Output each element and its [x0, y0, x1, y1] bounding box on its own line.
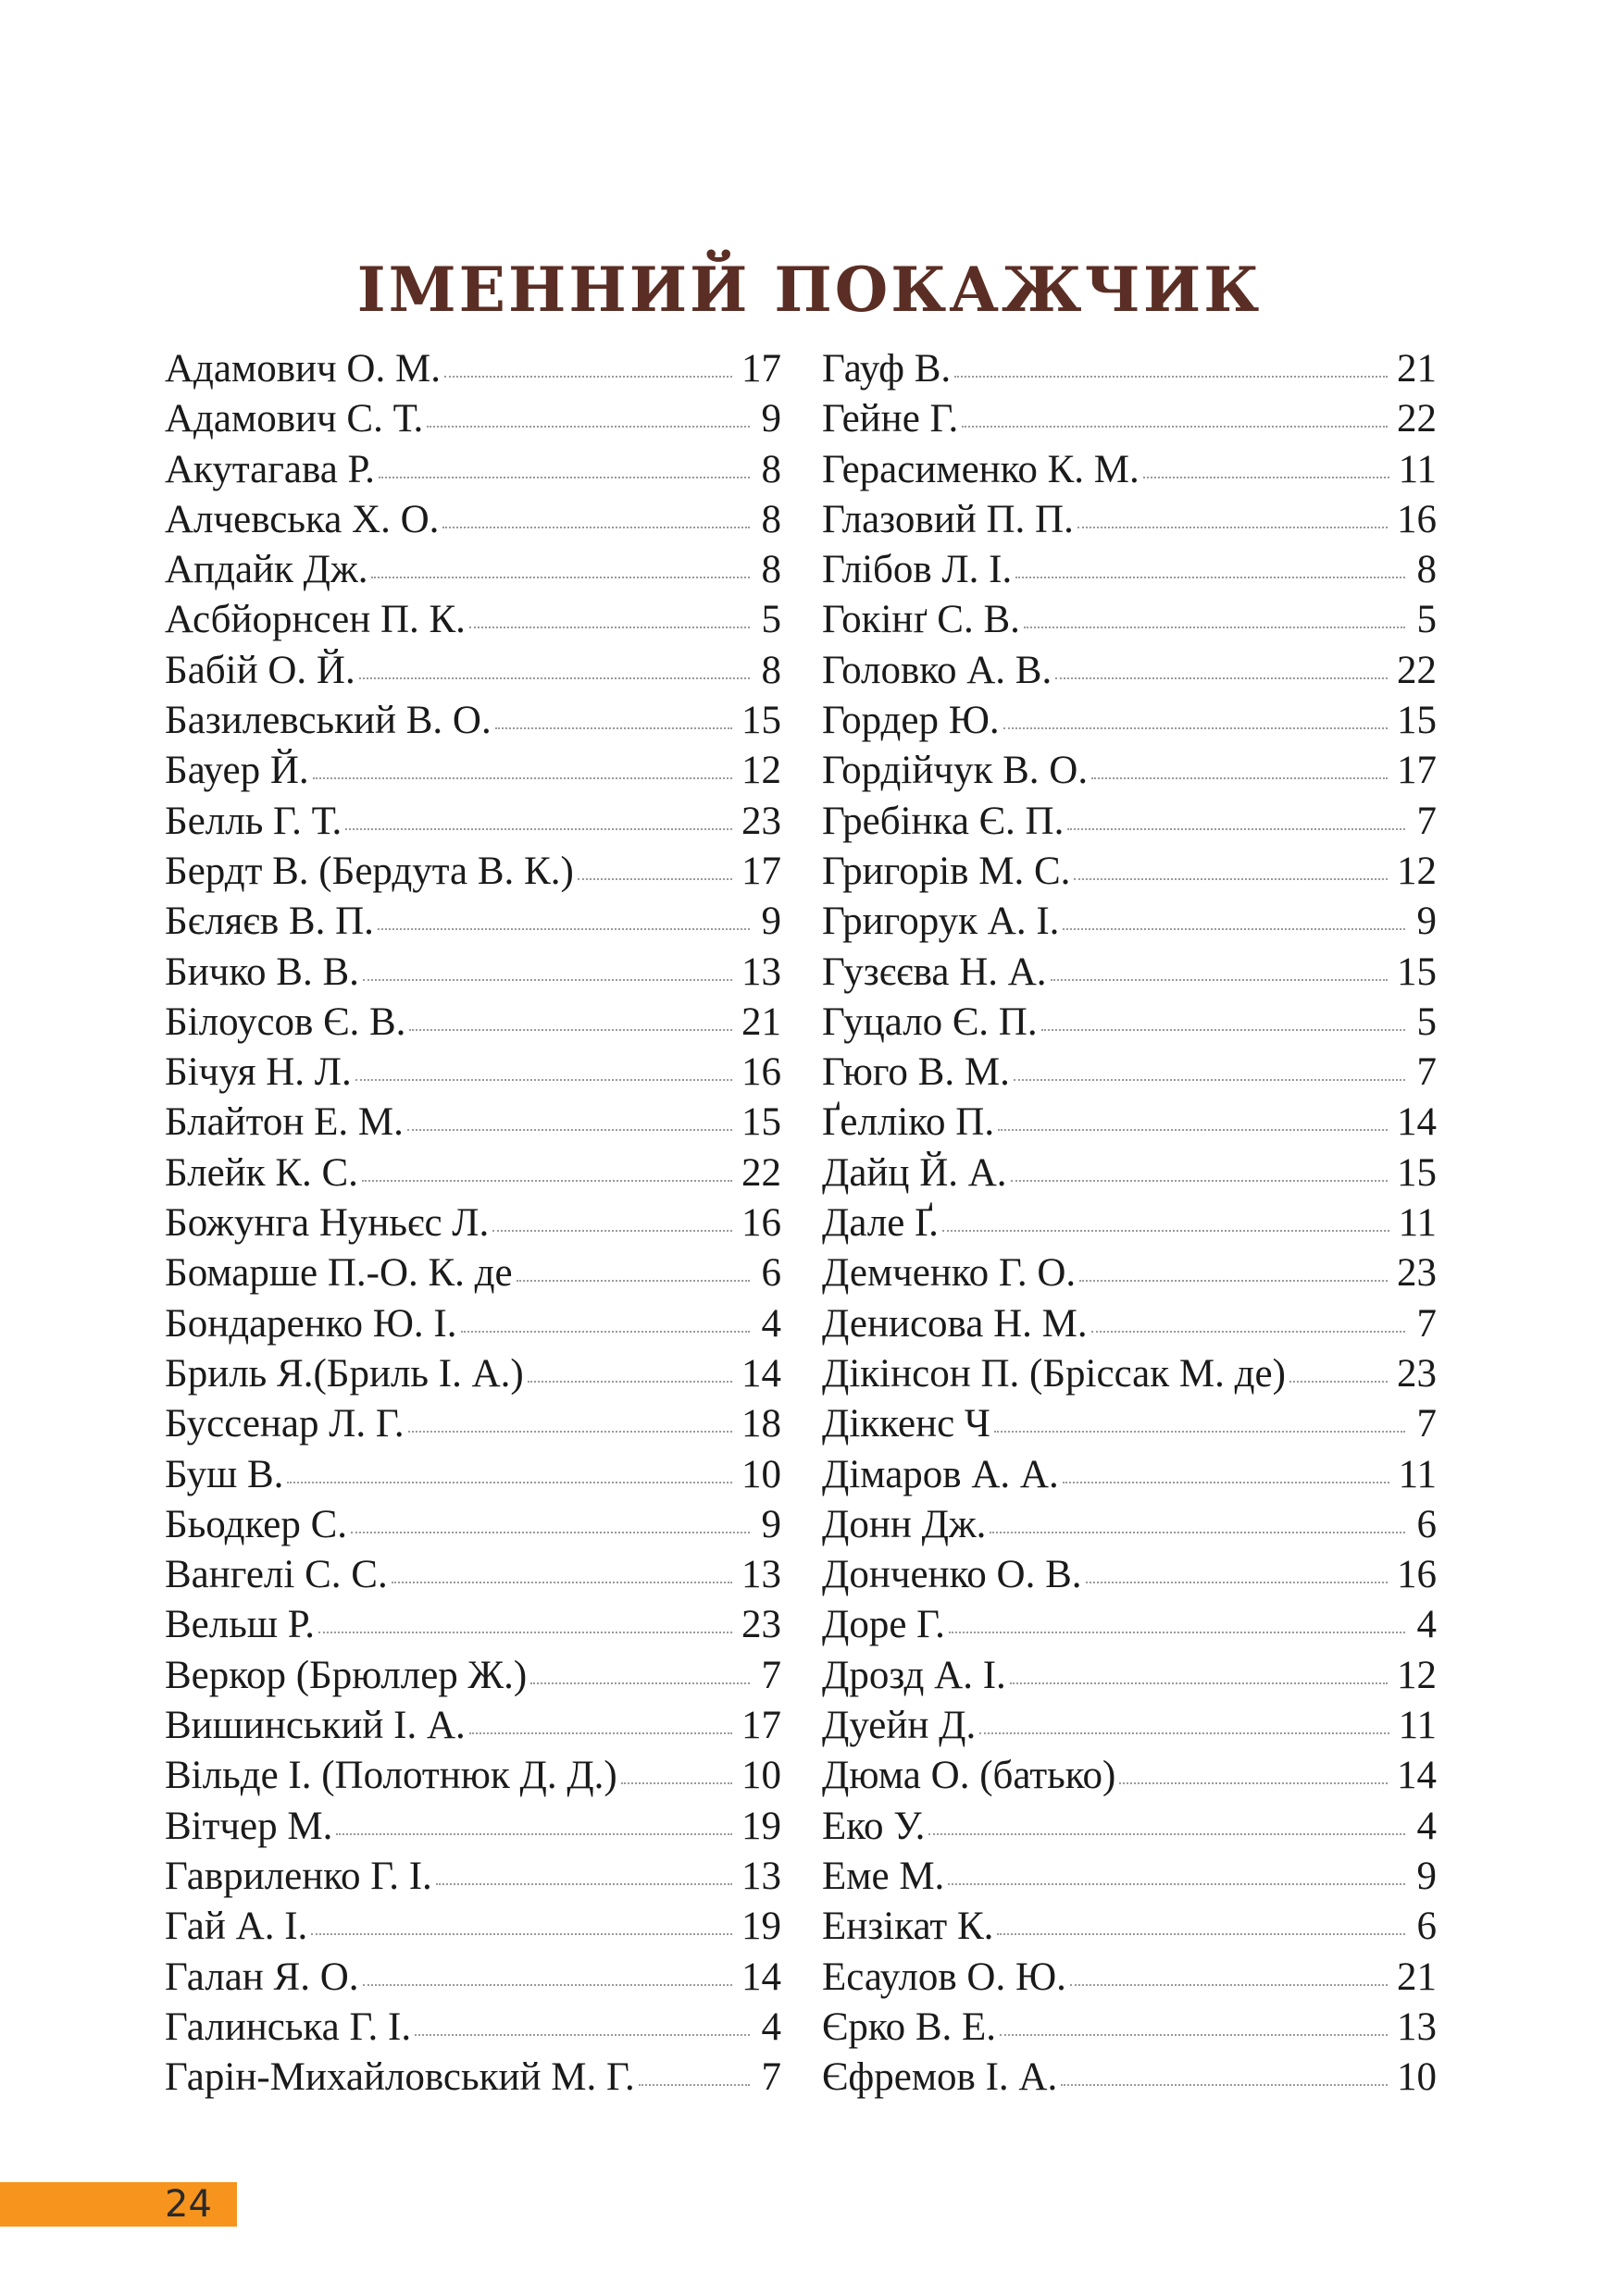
- entry-name: Вітчер М.: [165, 1804, 333, 1848]
- dot-leader: [1091, 1331, 1405, 1333]
- dot-leader: [949, 1632, 1405, 1633]
- entry-name: Глазовий П. П.: [822, 497, 1074, 541]
- entry-page-number: 9: [761, 1502, 781, 1546]
- entry-page-number: 5: [1416, 999, 1437, 1044]
- dot-leader: [639, 2084, 750, 2086]
- dot-leader: [415, 2034, 750, 2036]
- index-entry: [822, 1701, 1437, 1751]
- index-entry: [165, 2003, 781, 2053]
- index-entry: [822, 1953, 1437, 2003]
- entry-name: Григорів М. С.: [822, 849, 1071, 893]
- index-entry: [165, 1802, 781, 1852]
- entry-page-number: 15: [1397, 949, 1437, 994]
- index-entry: [822, 1902, 1437, 1952]
- index-entry: [822, 1198, 1437, 1248]
- entry-page-number: 16: [741, 1050, 781, 1095]
- page-number: 24: [165, 2183, 212, 2226]
- entry-name: Веркор (Брюллер Ж.): [165, 1653, 528, 1697]
- index-entry: [822, 1299, 1437, 1349]
- dot-leader: [444, 376, 732, 378]
- entry-page-number: 14: [1397, 1754, 1437, 1798]
- entry-page-number: 6: [761, 1251, 781, 1296]
- entry-name: Гай А. І.: [165, 1905, 308, 1949]
- index-entry: [822, 1148, 1437, 1198]
- entry-name: Еме М.: [822, 1854, 945, 1898]
- entry-name: Апдайк Дж.: [165, 548, 368, 592]
- dot-leader: [495, 727, 732, 729]
- index-entry: [165, 1098, 781, 1148]
- entry-page-number: 10: [1397, 2055, 1437, 2100]
- dot-leader: [1000, 2034, 1388, 2036]
- entry-name: Дікінсон П. (Бріссак М. де): [822, 1351, 1286, 1396]
- entry-page-number: 5: [761, 598, 781, 642]
- entry-page-number: 22: [1397, 397, 1437, 441]
- index-entry: [165, 1349, 781, 1399]
- dot-leader: [378, 928, 750, 930]
- entry-name: Глібов Л. І.: [822, 548, 1013, 592]
- entry-page-number: 19: [741, 1905, 781, 1949]
- index-entry: [165, 445, 781, 495]
- dot-leader: [1014, 1079, 1405, 1081]
- index-entry: [165, 1500, 781, 1550]
- index-entry: [165, 746, 781, 796]
- dot-leader: [363, 1984, 732, 1986]
- index-entry: [822, 394, 1437, 444]
- entry-name: Асбйорнсен П. К.: [165, 598, 466, 642]
- dot-leader: [517, 1280, 750, 1282]
- entry-name: Денисова Н. М.: [822, 1301, 1088, 1346]
- index-entry: [822, 696, 1437, 746]
- dot-leader: [962, 426, 1388, 428]
- entry-page-number: 13: [741, 1854, 781, 1898]
- entry-name: Божунга Нуньєс Л.: [165, 1201, 490, 1246]
- dot-leader: [942, 1230, 1389, 1232]
- entry-name: Адамович С. Т.: [165, 397, 424, 441]
- dot-leader: [436, 1883, 732, 1885]
- dot-leader: [469, 627, 750, 628]
- dot-leader: [287, 1482, 732, 1483]
- entry-page-number: 22: [1397, 648, 1437, 692]
- entry-page-number: 7: [761, 2055, 781, 2100]
- entry-name: Бичко В. В.: [165, 949, 359, 994]
- dot-leader: [345, 828, 732, 830]
- entry-name: Блейк К. С.: [165, 1150, 358, 1195]
- dot-leader: [379, 477, 750, 478]
- entry-name: Гордійчук В. О.: [822, 749, 1089, 793]
- entry-page-number: 9: [1416, 1854, 1437, 1898]
- entry-page-number: 19: [741, 1804, 781, 1848]
- index-entry: [165, 1450, 781, 1500]
- index-entry: [822, 1500, 1437, 1550]
- dot-leader: [336, 1833, 732, 1835]
- entry-page-number: 17: [1397, 749, 1437, 793]
- index-entry: [165, 1751, 781, 1801]
- index-column-right: [822, 344, 1437, 2103]
- dot-leader: [392, 1582, 732, 1583]
- entry-name: Дуейн Д.: [822, 1704, 977, 1748]
- dot-leader: [1055, 677, 1388, 679]
- dot-leader: [1091, 777, 1388, 779]
- entry-name: Блайтон Е. М.: [165, 1100, 404, 1145]
- entry-page-number: 8: [761, 648, 781, 692]
- entry-page-number: 11: [1398, 447, 1437, 491]
- dot-leader: [954, 376, 1388, 378]
- dot-leader: [1015, 577, 1405, 578]
- entry-name: Вільде І. (Полотнюк Д. Д.): [165, 1754, 617, 1798]
- index-entry: [822, 2053, 1437, 2103]
- entry-name: Демченко Г. О.: [822, 1251, 1077, 1296]
- index-entry: [165, 1953, 781, 2003]
- entry-name: Ензікат К.: [822, 1905, 994, 1949]
- entry-name: Дюма О. (батько): [822, 1754, 1116, 1798]
- entry-page-number: 12: [1397, 849, 1437, 893]
- dot-leader: [371, 577, 750, 578]
- entry-name: Галан Я. О.: [165, 1955, 359, 1999]
- index-entry: [822, 998, 1437, 1048]
- dot-leader: [994, 1431, 1405, 1433]
- index-entry: [165, 897, 781, 947]
- entry-name: Гейне Г.: [822, 397, 959, 441]
- dot-leader: [1289, 1381, 1388, 1383]
- entry-name: Белль Г. Т.: [165, 799, 342, 843]
- entry-page-number: 23: [1397, 1351, 1437, 1396]
- entry-name: Бьодкер С.: [165, 1502, 348, 1546]
- index-entry: [165, 595, 781, 645]
- dot-leader: [492, 1230, 732, 1232]
- index-entry: [165, 344, 781, 394]
- index-entry: [822, 1399, 1437, 1449]
- dot-leader: [998, 1129, 1388, 1131]
- entry-page-number: 12: [741, 749, 781, 793]
- dot-leader: [407, 1129, 732, 1131]
- entry-name: Дайц Й. А.: [822, 1150, 1007, 1195]
- entry-page-number: 15: [741, 699, 781, 743]
- entry-page-number: 4: [1416, 1804, 1437, 1848]
- dot-leader: [928, 1833, 1405, 1835]
- entry-name: Гарін-Михайловський М. Г.: [165, 2055, 635, 2100]
- entry-name: Гавриленко Г. І.: [165, 1854, 432, 1898]
- dot-leader: [1061, 2084, 1388, 2086]
- index-entry: [822, 1600, 1437, 1650]
- index-entry: [165, 1198, 781, 1248]
- entry-page-number: 18: [741, 1402, 781, 1446]
- entry-name: Еко У.: [822, 1804, 926, 1848]
- index-entry: [165, 545, 781, 595]
- entry-name: Акутагава Р.: [165, 447, 375, 491]
- index-entry: [822, 847, 1437, 897]
- index-entry: [165, 998, 781, 1048]
- dot-leader: [1070, 1984, 1388, 1986]
- entry-name: Єфремов І. А.: [822, 2055, 1058, 2100]
- dot-leader: [1074, 878, 1388, 880]
- entry-name: Єрко В. Е.: [822, 2004, 997, 2049]
- entry-name: Діккенс Ч: [822, 1402, 990, 1446]
- entry-name: Бомарше П.-О. К. де: [165, 1251, 513, 1296]
- entry-page-number: 17: [741, 347, 781, 391]
- dot-leader: [442, 527, 750, 528]
- index-entry: [822, 1550, 1437, 1600]
- entry-name: Доре Г.: [822, 1603, 945, 1647]
- entry-page-number: 6: [1416, 1502, 1437, 1546]
- entry-name: Білоусов Є. В.: [165, 999, 406, 1044]
- entry-page-number: 9: [761, 397, 781, 441]
- dot-leader: [363, 979, 732, 981]
- entry-page-number: 14: [741, 1955, 781, 1999]
- dot-leader: [427, 426, 750, 428]
- index-entry: [822, 1852, 1437, 1902]
- entry-page-number: 9: [761, 900, 781, 944]
- dot-leader: [1143, 477, 1389, 478]
- dot-leader: [1079, 1280, 1388, 1282]
- entry-page-number: 16: [1397, 497, 1437, 541]
- dot-leader: [313, 777, 732, 779]
- entry-name: Гордер Ю.: [822, 699, 1000, 743]
- entry-page-number: 11: [1398, 1201, 1437, 1246]
- index-entry: [822, 2003, 1437, 2053]
- dot-leader: [528, 1381, 732, 1383]
- entry-page-number: 23: [741, 1603, 781, 1647]
- entry-page-number: 7: [1416, 1301, 1437, 1346]
- dot-leader: [408, 1431, 732, 1433]
- entry-name: Вангелі С. С.: [165, 1553, 388, 1597]
- entry-name: Буссенар Л. Г.: [165, 1402, 405, 1446]
- entry-page-number: 12: [1397, 1653, 1437, 1697]
- entry-page-number: 16: [741, 1201, 781, 1246]
- entry-name: Бондаренко Ю. І.: [165, 1301, 457, 1346]
- dot-leader: [578, 878, 732, 880]
- index-entry: [822, 1248, 1437, 1298]
- index-entry: [822, 1048, 1437, 1098]
- entry-name: Донченко О. В.: [822, 1553, 1082, 1597]
- entry-name: Бердт В. (Бердута В. К.): [165, 849, 574, 893]
- entry-name: Гузєєва Н. А.: [822, 949, 1047, 994]
- dot-leader: [362, 1180, 732, 1182]
- entry-name: Гуцало Є. П.: [822, 999, 1038, 1044]
- entry-page-number: 11: [1398, 1704, 1437, 1748]
- dot-leader: [409, 1029, 732, 1031]
- dot-leader: [1063, 1482, 1389, 1483]
- dot-leader: [351, 1532, 750, 1533]
- dot-leader: [1003, 727, 1388, 729]
- index-entry: [165, 2053, 781, 2103]
- index-entry: [822, 445, 1437, 495]
- entry-page-number: 17: [741, 849, 781, 893]
- entry-page-number: 7: [761, 1653, 781, 1697]
- index-entry: [165, 1048, 781, 1098]
- entry-page-number: 15: [1397, 699, 1437, 743]
- index-entry: [822, 344, 1437, 394]
- index-entry: [822, 1098, 1437, 1148]
- index-entry: [822, 1802, 1437, 1852]
- dot-leader: [1077, 527, 1388, 528]
- dot-leader: [979, 1732, 1389, 1734]
- index-entry: [165, 1148, 781, 1198]
- dot-leader: [948, 1883, 1405, 1885]
- index-entry: [165, 1600, 781, 1650]
- entry-name: Донн Дж.: [822, 1502, 987, 1546]
- index-entry: [165, 847, 781, 897]
- dot-leader: [1024, 627, 1405, 628]
- entry-name: Гауф В.: [822, 347, 952, 391]
- dot-leader: [318, 1632, 732, 1633]
- index-entry: [822, 646, 1437, 696]
- page-title: ІМЕННИЙ ПОКАЖЧИК: [356, 254, 1263, 327]
- dot-leader: [359, 677, 750, 679]
- index-entry: [822, 948, 1437, 998]
- index-entry: [165, 1852, 781, 1902]
- dot-leader: [1067, 828, 1405, 830]
- index-column-left: [165, 344, 781, 2103]
- index-entry: [165, 1248, 781, 1298]
- entry-name: Герасименко К. М.: [822, 447, 1140, 491]
- index-entry: [165, 495, 781, 545]
- entry-page-number: 13: [741, 1553, 781, 1597]
- entry-page-number: 10: [741, 1754, 781, 1798]
- dot-leader: [355, 1079, 732, 1081]
- entry-page-number: 7: [1416, 799, 1437, 843]
- index-entry: [822, 495, 1437, 545]
- entry-page-number: 23: [741, 799, 781, 843]
- index-entry: [165, 1701, 781, 1751]
- dot-leader: [1051, 979, 1388, 981]
- dot-leader: [1011, 1180, 1388, 1182]
- index-entry: [165, 394, 781, 444]
- index-entry: [165, 1550, 781, 1600]
- entry-name: Бєляєв В. П.: [165, 900, 374, 944]
- entry-page-number: 21: [1397, 347, 1437, 391]
- entry-page-number: 7: [1416, 1402, 1437, 1446]
- index-entry: [165, 646, 781, 696]
- dot-leader: [311, 1933, 732, 1935]
- entry-page-number: 21: [741, 999, 781, 1044]
- entry-name: Вельш Р.: [165, 1603, 315, 1647]
- index-entry: [165, 1299, 781, 1349]
- index-entry: [165, 696, 781, 746]
- entry-name: Бауер Й.: [165, 749, 309, 793]
- entry-page-number: 23: [1397, 1251, 1437, 1296]
- entry-page-number: 22: [741, 1150, 781, 1195]
- entry-page-number: 13: [1397, 2004, 1437, 2049]
- index-entry: [822, 1651, 1437, 1701]
- entry-name: Гюго В. М.: [822, 1050, 1010, 1095]
- entry-page-number: 4: [761, 1301, 781, 1346]
- entry-name: Адамович О. М.: [165, 347, 441, 391]
- entry-page-number: 13: [741, 949, 781, 994]
- index-entry: [165, 1902, 781, 1952]
- index-entry: [822, 746, 1437, 796]
- entry-name: Дале Ґ.: [822, 1201, 939, 1246]
- entry-name: Дрозд А. І.: [822, 1653, 1006, 1697]
- dot-leader: [530, 1682, 750, 1684]
- dot-leader: [1063, 928, 1405, 930]
- entry-page-number: 14: [1397, 1100, 1437, 1145]
- dot-leader: [997, 1933, 1405, 1935]
- entry-page-number: 16: [1397, 1553, 1437, 1597]
- entry-page-number: 15: [1397, 1150, 1437, 1195]
- dot-leader: [621, 1782, 732, 1784]
- entry-name: Дімаров А. А.: [822, 1452, 1059, 1496]
- index-entry: [822, 595, 1437, 645]
- entry-page-number: 9: [1416, 900, 1437, 944]
- entry-name: Вишинський І. А.: [165, 1704, 466, 1748]
- entry-name: Алчевська Х. О.: [165, 497, 440, 541]
- entry-name: Гокінґ С. В.: [822, 598, 1020, 642]
- dot-leader: [1041, 1029, 1405, 1031]
- entry-name: Бічуя Н. Л.: [165, 1050, 352, 1095]
- index-entry: [165, 1651, 781, 1701]
- entry-page-number: 14: [741, 1351, 781, 1396]
- entry-page-number: 11: [1398, 1452, 1437, 1496]
- entry-page-number: 15: [741, 1100, 781, 1145]
- entry-page-number: 10: [741, 1452, 781, 1496]
- index-entry: [822, 1349, 1437, 1399]
- entry-name: Григорук А. І.: [822, 900, 1060, 944]
- dot-leader: [990, 1532, 1405, 1533]
- entry-name: Гребінка Є. П.: [822, 799, 1065, 843]
- entry-name: Головко А. В.: [822, 648, 1052, 692]
- entry-page-number: 5: [1416, 598, 1437, 642]
- entry-name: Ґелліко П.: [822, 1100, 995, 1145]
- entry-name: Бриль Я.(Бриль І. А.): [165, 1351, 524, 1396]
- dot-leader: [1119, 1782, 1388, 1784]
- entry-page-number: 8: [761, 548, 781, 592]
- dot-leader: [1010, 1682, 1388, 1684]
- entry-page-number: 7: [1416, 1050, 1437, 1095]
- index-entry: [822, 897, 1437, 947]
- entry-page-number: 4: [761, 2004, 781, 2049]
- entry-name: Базилевський В. О.: [165, 699, 492, 743]
- dot-leader: [461, 1331, 751, 1333]
- entry-page-number: 6: [1416, 1905, 1437, 1949]
- index-entry: [165, 1399, 781, 1449]
- dot-leader: [469, 1732, 732, 1734]
- entry-page-number: 4: [1416, 1603, 1437, 1647]
- entry-name: Бабій О. Й.: [165, 648, 355, 692]
- entry-page-number: 8: [1416, 548, 1437, 592]
- index-entry: [822, 1751, 1437, 1801]
- entry-name: Галинська Г. І.: [165, 2004, 412, 2049]
- entry-page-number: 8: [761, 497, 781, 541]
- entry-name: Буш В.: [165, 1452, 284, 1496]
- index-entry: [822, 545, 1437, 595]
- index-entry: [822, 1450, 1437, 1500]
- entry-page-number: 17: [741, 1704, 781, 1748]
- dot-leader: [1086, 1582, 1388, 1583]
- entry-page-number: 21: [1397, 1955, 1437, 1999]
- entry-name: Есаулов О. Ю.: [822, 1955, 1066, 1999]
- entry-page-number: 8: [761, 447, 781, 491]
- index-entry: [822, 797, 1437, 847]
- index-entry: [165, 797, 781, 847]
- index-entry: [165, 948, 781, 998]
